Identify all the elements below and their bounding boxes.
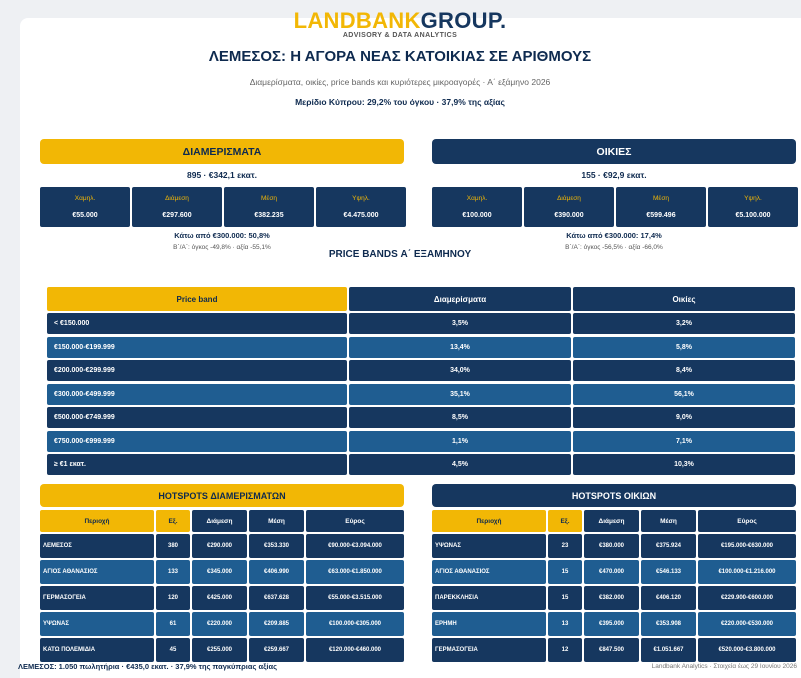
houses-stat-max: Υψηλ. €5.100.000 bbox=[708, 187, 798, 227]
hotspot-cell-range: €55.000-€3.515.000 bbox=[306, 586, 404, 610]
price-band-apartments-share: 1,1% bbox=[349, 431, 571, 452]
hotspot-cell-range: €90.000-€3.094.000 bbox=[306, 534, 404, 558]
hotspot-cell-area: ΚΑΤΩ ΠΟΛΕΜΙΔΙΑ bbox=[40, 638, 154, 662]
price-band-label: < €150.000 bbox=[47, 313, 347, 334]
hotspot-cell-count: 15 bbox=[548, 560, 582, 584]
hotspot-cell-area: ΓΕΡΜΑΣΟΓΕΙΑ bbox=[432, 638, 546, 662]
hotspot-cell-range: €100.000-€1.216.000 bbox=[698, 560, 796, 584]
hotspot-header-median: Διάμεση bbox=[192, 510, 247, 532]
houses-change: Β΄/Α΄: όγκος -56,5% · αξία -66,0% bbox=[565, 244, 663, 251]
price-band-apartments-share: 13,4% bbox=[349, 337, 571, 358]
hotspot-cell-count: 15 bbox=[548, 586, 582, 610]
hotspot-cell-count: 12 bbox=[548, 638, 582, 662]
hotspot-cell-mean: €209.885 bbox=[249, 612, 304, 636]
price-band-apartments-share: 34,0% bbox=[349, 360, 571, 381]
price-band-houses-share: 5,8% bbox=[573, 337, 795, 358]
hotspot-header-count: Εξ. bbox=[548, 510, 582, 532]
cyprus-share: Μερίδιο Κύπρου: 29,2% του όγκου · 37,9% της αξίας bbox=[295, 97, 505, 107]
hotspot-cell-range: €120.000-€460.000 bbox=[306, 638, 404, 662]
hotspot-header-median: Διάμεση bbox=[584, 510, 639, 532]
footer-source: Landbank Analytics · Στοιχεία έως 29 Ιουνίου 2026 bbox=[651, 663, 797, 670]
hotspot-cell-area: ΠΑΡΕΚΚΛΗΣΙΑ bbox=[432, 586, 546, 610]
hotspot-header-range: Εύρος bbox=[698, 510, 796, 532]
price-band-apartments-share: 8,5% bbox=[349, 407, 571, 428]
hotspot-cell-count: 13 bbox=[548, 612, 582, 636]
price-band-label: €200.000-€299.999 bbox=[47, 360, 347, 381]
page-title: ΛΕΜΕΣΟΣ: Η ΑΓΟΡΑ ΝΕΑΣ ΚΑΤΟΙΚΙΑΣ ΣΕ ΑΡΙΘΜΟΥΣ bbox=[208, 48, 592, 65]
houses-stat-median: Διάμεση €390.000 bbox=[524, 187, 614, 227]
hotspots-houses-header: HOTSPOTS ΟΙΚΙΩΝ bbox=[432, 484, 796, 507]
hotspot-cell-area: ΓΕΡΜΑΣΟΓΕΙΑ bbox=[40, 586, 154, 610]
price-band-label: €150.000-€199.999 bbox=[47, 337, 347, 358]
hotspot-cell-area: ΑΓΙΟΣ ΑΘΑΝΑΣΙΟΣ bbox=[432, 560, 546, 584]
footer-summary: ΛΕΜΕΣΟΣ: 1.050 πωλητήρια · €435,0 εκατ. · 37,9% της παγκύπριας αξίας bbox=[18, 662, 278, 671]
hotspot-cell-mean: €353.908 bbox=[641, 612, 696, 636]
hotspot-cell-mean: €375.924 bbox=[641, 534, 696, 558]
price-band-houses-share: 7,1% bbox=[573, 431, 795, 452]
apartments-stat-max: Υψηλ. €4.475.000 bbox=[316, 187, 406, 227]
hotspot-cell-area: ΕΡΗΜΗ bbox=[432, 612, 546, 636]
hotspot-header-area: Περιοχή bbox=[40, 510, 154, 532]
hotspot-cell-median: €395.000 bbox=[584, 612, 639, 636]
houses-header: ΟΙΚΙΕΣ bbox=[432, 139, 796, 164]
price-bands-header-apartments: Διαμερίσματα bbox=[349, 287, 571, 311]
price-band-apartments-share: 4,5% bbox=[349, 454, 571, 475]
price-band-houses-share: 8,4% bbox=[573, 360, 795, 381]
hotspot-cell-median: €425.000 bbox=[192, 586, 247, 610]
hotspot-cell-median: €847.500 bbox=[584, 638, 639, 662]
hotspot-cell-range: €229.900-€600.000 bbox=[698, 586, 796, 610]
hotspot-cell-median: €255.000 bbox=[192, 638, 247, 662]
hotspot-cell-median: €470.000 bbox=[584, 560, 639, 584]
hotspot-cell-mean: €406.990 bbox=[249, 560, 304, 584]
price-band-apartments-share: 35,1% bbox=[349, 384, 571, 405]
hotspot-cell-median: €380.000 bbox=[584, 534, 639, 558]
hotspot-header-count: Εξ. bbox=[156, 510, 190, 532]
hotspot-cell-count: 133 bbox=[156, 560, 190, 584]
hotspot-cell-count: 45 bbox=[156, 638, 190, 662]
hotspot-header-mean: Μέση bbox=[641, 510, 696, 532]
houses-stats bbox=[432, 187, 798, 227]
hotspot-cell-area: ΥΨΩΝΑΣ bbox=[432, 534, 546, 558]
hotspot-cell-mean: €259.667 bbox=[249, 638, 304, 662]
apartments-below-300k: Κάτω από €300.000: 50,8% bbox=[174, 231, 270, 240]
hotspot-cell-median: €290.000 bbox=[192, 534, 247, 558]
price-bands-header-band: Price band bbox=[47, 287, 347, 311]
hotspot-cell-count: 23 bbox=[548, 534, 582, 558]
houses-stat-mean: Μέση €599.496 bbox=[616, 187, 706, 227]
hotspot-cell-count: 120 bbox=[156, 586, 190, 610]
price-band-houses-share: 10,3% bbox=[573, 454, 795, 475]
hotspot-cell-median: €345.000 bbox=[192, 560, 247, 584]
price-band-label: €750.000-€999.999 bbox=[47, 431, 347, 452]
hotspot-cell-mean: €546.133 bbox=[641, 560, 696, 584]
hotspot-cell-mean: €1.051.667 bbox=[641, 638, 696, 662]
houses-total: 155 · €92,9 εκατ. bbox=[581, 170, 647, 180]
hotspot-cell-range: €220.000-€530.000 bbox=[698, 612, 796, 636]
hotspot-header-area: Περιοχή bbox=[432, 510, 546, 532]
price-band-label: ≥ €1 εκατ. bbox=[47, 454, 347, 475]
price-bands-title: PRICE BANDS Α΄ ΕΞΑΜΗΝΟΥ bbox=[328, 249, 472, 260]
price-band-apartments-share: 3,5% bbox=[349, 313, 571, 334]
hotspot-cell-area: ΛΕΜΕΣΟΣ bbox=[40, 534, 154, 558]
apartments-stat-min: Χαμηλ. €55.000 bbox=[40, 187, 130, 227]
logo: LANDBANKGROUP. bbox=[293, 8, 507, 33]
hotspot-header-range: Εύρος bbox=[306, 510, 404, 532]
apartments-header: ΔΙΑΜΕΡΙΣΜΑΤΑ bbox=[40, 139, 404, 164]
apartments-stat-mean: Μέση €382.235 bbox=[224, 187, 314, 227]
hotspot-cell-median: €220.000 bbox=[192, 612, 247, 636]
apartments-stat-median: Διάμεση €297.600 bbox=[132, 187, 222, 227]
hotspot-header-mean: Μέση bbox=[249, 510, 304, 532]
price-band-houses-share: 56,1% bbox=[573, 384, 795, 405]
price-band-label: €500.000-€749.999 bbox=[47, 407, 347, 428]
page-subtitle: Διαμερίσματα, οικίες, price bands και κυριότερες μικροαγορές · Α΄ εξάμηνο 2026 bbox=[249, 77, 551, 87]
price-bands-header-houses: Οικίες bbox=[573, 287, 795, 311]
hotspot-cell-mean: €353.330 bbox=[249, 534, 304, 558]
hotspot-cell-range: €520.000-€3.800.000 bbox=[698, 638, 796, 662]
tagline: ADVISORY & DATA ANALYTICS bbox=[342, 32, 458, 39]
hotspots-apartments-header: HOTSPOTS ΔΙΑΜΕΡΙΣΜΑΤΩΝ bbox=[40, 484, 404, 507]
price-band-label: €300.000-€499.999 bbox=[47, 384, 347, 405]
apartments-total: 895 · €342,1 εκατ. bbox=[187, 170, 257, 180]
hotspot-cell-count: 380 bbox=[156, 534, 190, 558]
hotspot-cell-mean: €637.628 bbox=[249, 586, 304, 610]
houses-stat-min: Χαμηλ. €100.000 bbox=[432, 187, 522, 227]
hotspot-cell-area: ΥΨΩΝΑΣ bbox=[40, 612, 154, 636]
hotspot-cell-count: 61 bbox=[156, 612, 190, 636]
apartments-change: Β΄/Α΄: όγκος -49,8% · αξία -55,1% bbox=[173, 244, 271, 251]
hotspot-cell-range: €63.000-€1.850.000 bbox=[306, 560, 404, 584]
hotspot-cell-median: €382.000 bbox=[584, 586, 639, 610]
hotspot-cell-range: €195.000-€630.000 bbox=[698, 534, 796, 558]
hotspot-cell-mean: €406.120 bbox=[641, 586, 696, 610]
price-band-houses-share: 3,2% bbox=[573, 313, 795, 334]
apartments-stats bbox=[40, 187, 406, 227]
hotspot-cell-area: ΑΓΙΟΣ ΑΘΑΝΑΣΙΟΣ bbox=[40, 560, 154, 584]
price-band-houses-share: 9,0% bbox=[573, 407, 795, 428]
houses-below-300k: Κάτω από €300.000: 17,4% bbox=[566, 231, 662, 240]
hotspot-cell-range: €100.000-€305.000 bbox=[306, 612, 404, 636]
